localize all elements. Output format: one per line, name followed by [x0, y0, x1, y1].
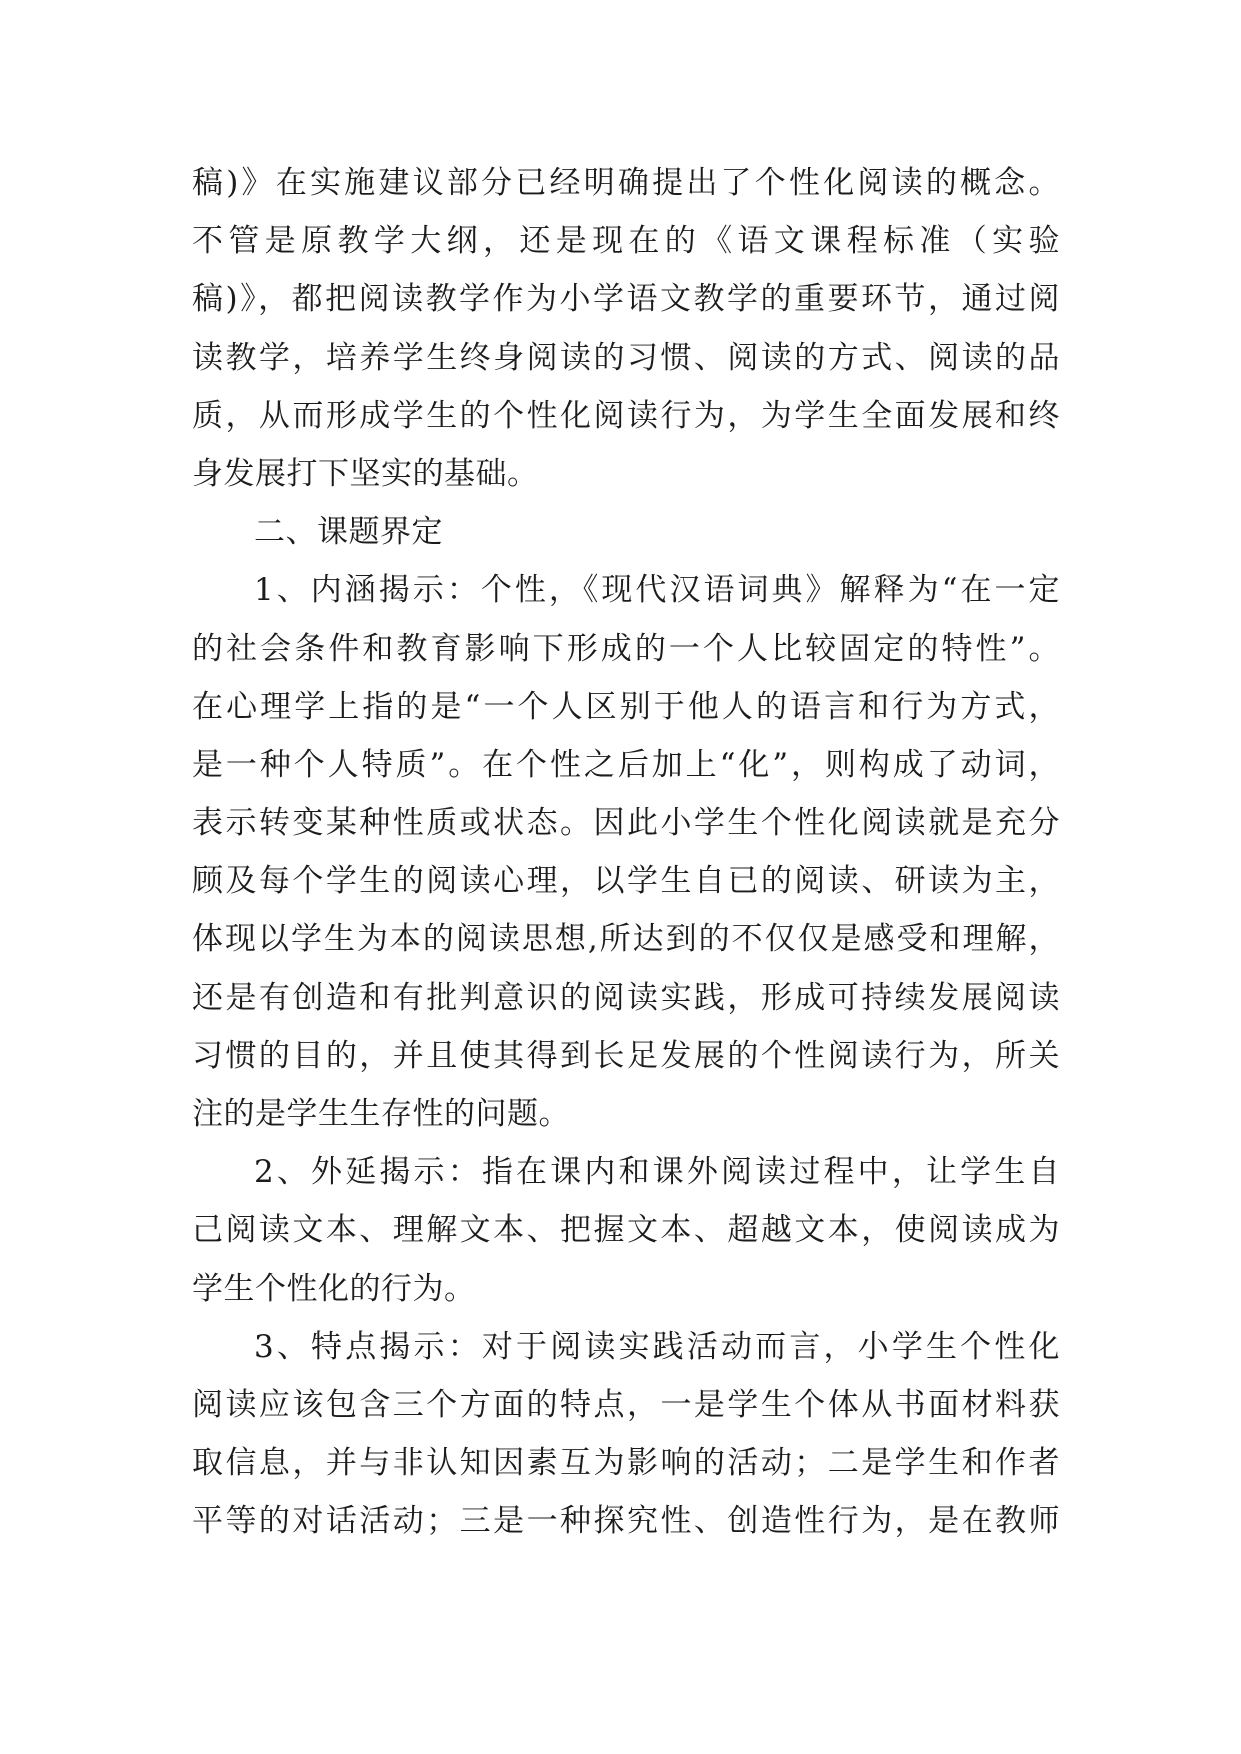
text-line: 注的是学生生存性的问题。: [192, 1096, 570, 1132]
text-line: 读教学，培养学生终身阅读的习惯、阅读的方式、阅读的品: [192, 339, 1060, 376]
text-line: 还是有创造和有批判意识的阅读实践，形成可持续发展阅读: [192, 979, 1060, 1016]
text-line: 稿)》，都把阅读教学作为小学语文教学的重要环节，通过阅: [192, 281, 1060, 318]
text-line: 表示转变某种性质或状态。因此小学生个性化阅读就是充分: [192, 805, 1060, 842]
text-line: 不管是原教学大纲，还是现在的《语文课程标准（实验: [192, 223, 1060, 260]
text-line: 在心理学上指的是“一个人区别于他人的语言和行为方式，: [192, 688, 1060, 725]
text-line: 稿)》在实施建议部分已经明确提出了个性化阅读的概念。: [192, 165, 1060, 201]
text-line: 取信息，并与非认知因素互为影响的活动；二是学生和作者: [192, 1445, 1060, 1482]
text-line: 己阅读文本、理解文本、把握文本、超越文本，使阅读成为: [192, 1212, 1060, 1249]
text-line: 3、特点揭示：对于阅读实践活动而言，小学生个性化: [254, 1328, 1060, 1365]
section-heading: 二、课题界定: [254, 514, 443, 551]
text-line: 习惯的目的，并且使其得到长足发展的个性阅读行为，所关: [192, 1037, 1060, 1074]
text-line: 身发展打下坚实的基础。: [192, 455, 539, 492]
text-line: 是一种个人特质”。在个性之后加上“化”，则构成了动词，: [192, 746, 1060, 783]
text-line: 体现以学生为本的阅读思想,所达到的不仅仅是感受和理解，: [192, 921, 1060, 958]
text-line: 1、内涵揭示：个性，《现代汉语词典》解释为“在一定: [254, 572, 1060, 609]
text-line: 学生个性化的行为。: [192, 1270, 476, 1307]
text-line: 顾及每个学生的阅读心理，以学生自已的阅读、研读为主，: [192, 863, 1060, 900]
text-line: 2、外延揭示：指在课内和课外阅读过程中，让学生自: [254, 1154, 1060, 1191]
text-line: 阅读应该包含三个方面的特点，一是学生个体从书面材料获: [192, 1386, 1060, 1423]
body-text: [192, 154, 1060, 1551]
text-line: 的社会条件和教育影响下形成的一个人比较固定的特性”。: [192, 630, 1060, 667]
text-line: 平等的对话活动；三是一种探究性、创造性行为，是在教师: [192, 1503, 1060, 1540]
text-line: 质，从而形成学生的个性化阅读行为，为学生全面发展和终: [192, 397, 1060, 434]
